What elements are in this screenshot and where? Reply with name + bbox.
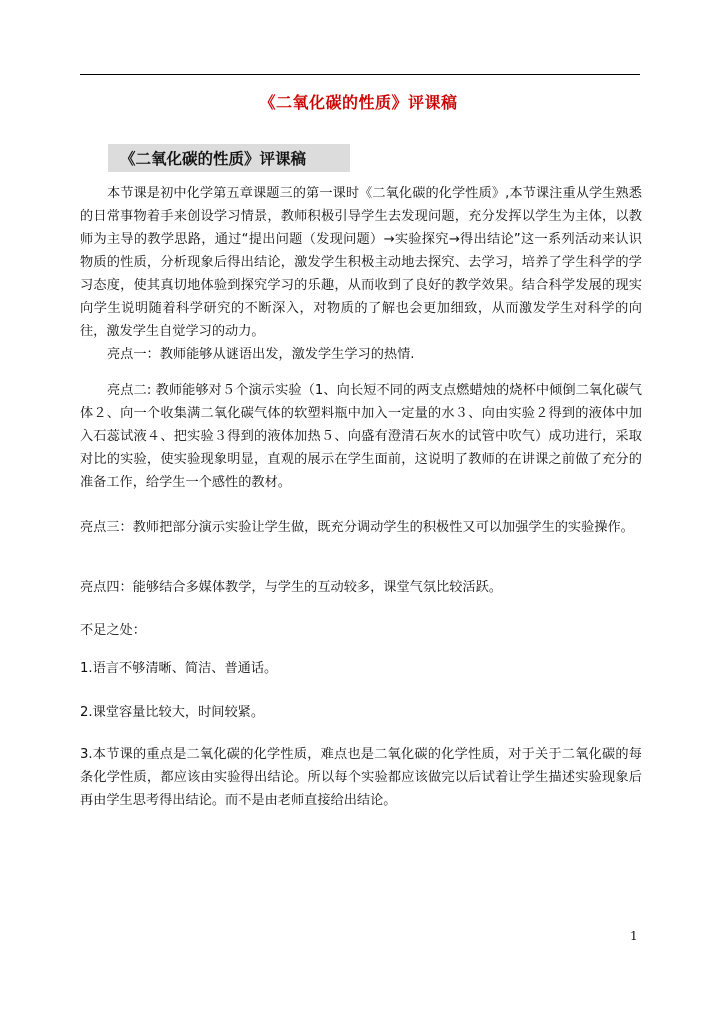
highlight-two: 亮点二: 教师能够对５个演示实验（1、向长短不同的两支点燃蜡烛的烧杯中倾倒二氧化碳气体２、向一个收集满二氧化碳气体的软塑料瓶中加入一定量的水３、向由实验２得到的液体中加入石蕊试液４、把实验３得到的液体加热５、向盛有澄清石灰水的试管中吹气）成功进行，采取对比的实验，使实验现象明显，直观的展示在学生面前，这说明了教师的在讲课之前做了充分的准备工作，给学生一个感性的教材。: [80, 383, 642, 490]
highlight-four: 亮点四：能够结合多媒体教学，与学生的互动较多，课堂气氛比较活跃。: [80, 580, 502, 595]
header-rule: [80, 74, 640, 75]
shortcoming-item-2: 2.课堂容量比较大，时间较紧。: [80, 705, 265, 720]
highlight-one: 亮点一：教师能够从谜语出发，激发学生学习的热情.: [107, 347, 415, 362]
shortcoming-item-1: 1.语言不够清晰、简洁、普通话。: [80, 661, 278, 676]
highlight-three: 亮点三：教师把部分演示实验让学生做，既充分调动学生的积极性又可以加强学生的实验操作。: [80, 520, 634, 535]
title-banner-image: 《二氧化碳的性质》评课稿: [108, 144, 350, 172]
shortcoming-item-3: 3.本节课的重点是二氧化碳的化学性质，难点也是二氧化碳的化学性质，对于关于二氧化碳的每条化学性质，都应该由实验得出结论。所以每个实验都应该做完以后试着让学生描述实验现象后再由学生思考得出结论。而不是由老师直接给出结论。: [80, 747, 642, 808]
shortcomings-heading: 不足之处：: [80, 623, 146, 638]
page-number: 1: [630, 929, 638, 943]
document-title: 《二氧化碳的性质》评课稿: [259, 93, 458, 112]
intro-paragraph: 本节课是初中化学第五章课题三的第一课时《二氧化碳的化学性质》,本节课注重从学生熟悉的日常事物着手来创设学习情景，教师积极引导学生去发现问题，充分发挥以学生为主体，以教师为主导的教学思路，通过“提出问题（发现问题）→实验探究→得出结论”这一系列活动来认识物质的性质，分析现象后得出结论，激发学生积极主动地去探究、去学习，培养了学生科学的学习态度，使其真切地体验到探究学习的乐趣，从而收到了良好的教学效果。结合科学发展的现实向学生说明随着科学研究的不断深入，对物质的了解也会更加细致，从而激发学生对科学的向往，激发学生自觉学习的动力。: [80, 186, 642, 339]
